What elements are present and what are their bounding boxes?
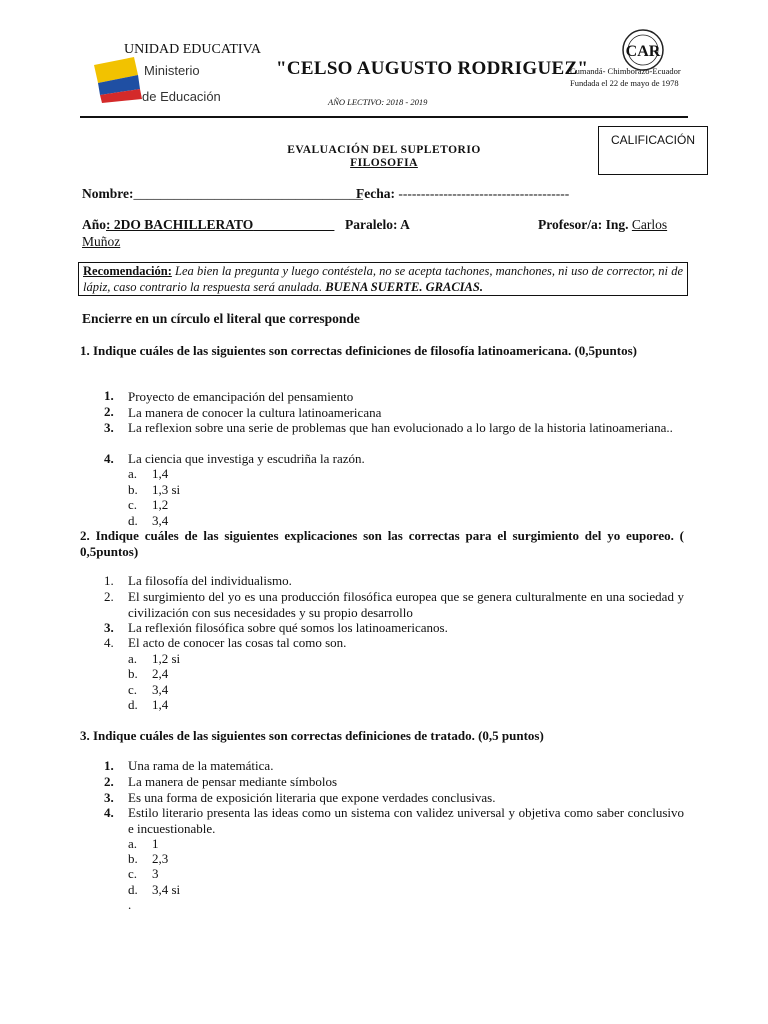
- seal-text: CAR: [625, 43, 661, 60]
- profesor-label: Profesor/a: Ing.: [538, 217, 629, 232]
- header-divider: [80, 116, 688, 118]
- profesor-first: Carlos: [631, 217, 668, 232]
- school-year: AÑO LECTIVO: 2018 - 2019: [328, 97, 428, 107]
- ano-field: [82, 217, 334, 233]
- q2-item-2-num: 2.: [104, 589, 114, 604]
- recommendation-closing: BUENA SUERTE. GRACIAS.: [322, 279, 483, 294]
- logo-text-1: Ministerio: [144, 63, 200, 78]
- unidad-educativa: UNIDAD EDUCATIVA: [124, 42, 262, 57]
- q3-item-2-num: 2.: [104, 774, 114, 789]
- q2-item-1: La filosofía del individualismo.: [128, 573, 292, 588]
- fecha-field: [356, 186, 569, 202]
- q2-opt-d-letter: d.: [128, 697, 138, 712]
- q3-opt-d-letter: d.: [128, 882, 138, 897]
- q3-opt-b: 2,3: [152, 851, 169, 866]
- q3-opt-a: 1: [152, 836, 159, 851]
- nombre-line: __________________________________: [133, 186, 363, 201]
- q1-opt-c: 1,2: [152, 497, 169, 512]
- q1-item-3-num: 3.: [104, 420, 114, 435]
- q2-item-1-num: 1.: [104, 573, 114, 588]
- q1-item-1-num: 1.: [104, 388, 114, 403]
- recommendation-text: Lea bien la pregunta y luego contéstela, no se acepta tachones, manchones, ni uso de corrector, ni de lápiz, caso contrario la respuesta será anulada.: [83, 264, 683, 294]
- address-line-1: Cumandá- Chimborazo-Ecuador: [570, 66, 681, 76]
- instruction: Encierre en un círculo el literal que corresponde: [82, 311, 360, 326]
- q1-item-4: La ciencia que investiga y escudriña la razón.: [128, 451, 365, 466]
- calificacion-box: [598, 126, 708, 175]
- q1-opt-d: 3,4: [152, 513, 169, 528]
- q2-item-3: La reflexión filosófica sobre qué somos los latinoamericanos.: [128, 620, 448, 635]
- q3-item-2: La manera de pensar mediante símbolos: [128, 774, 338, 789]
- q2-opt-b: 2,4: [152, 666, 169, 681]
- fecha-label: Fecha:: [356, 186, 395, 201]
- exam-subject: FILOSOFIA: [350, 157, 418, 169]
- q3-opt-a-letter: a.: [128, 836, 138, 851]
- q3-item-3: Es una forma de exposición literaria que expone verdades conclusivas.: [128, 790, 496, 805]
- q2-opt-b-letter: b.: [128, 666, 138, 681]
- q2-item-3-num: 3.: [104, 620, 114, 635]
- q1-opt-d-letter: d.: [128, 513, 138, 528]
- q3-item-4: Estilo literario presenta las ideas como un sistema con validez universal y objetiva como saber conclusivo e incuestionable.: [128, 805, 684, 836]
- q1-opt-a-letter: a.: [128, 466, 138, 481]
- q3-item-4-num: 4.: [104, 805, 114, 820]
- q1-opt-a: 1,4: [152, 466, 169, 481]
- question-3-title: 3. Indique cuáles de las siguientes son correctas definiciones de tratado. (0,5 puntos): [80, 728, 544, 743]
- q1-item-2: La manera de conocer la cultura latinoamericana: [128, 405, 382, 420]
- q3-opt-c: 3: [152, 866, 159, 881]
- q3-opt-b-letter: b.: [128, 851, 138, 866]
- fecha-line: --------------------------------------: [398, 186, 570, 201]
- q1-opt-c-letter: c.: [128, 497, 138, 512]
- q1-item-4-num: 4.: [104, 451, 114, 466]
- ano-value: : 2DO BACHILLERATO: [106, 217, 254, 232]
- q2-item-4-num: 4.: [104, 635, 114, 650]
- nombre-label: Nombre:: [82, 186, 134, 201]
- q3-item-1-num: 1.: [104, 758, 114, 773]
- ministerio-logo: [94, 55, 254, 105]
- profesor-last: Muñoz: [82, 234, 121, 249]
- q2-opt-a: 1,2 si: [152, 651, 181, 666]
- q2-opt-c-letter: c.: [128, 682, 138, 697]
- recommendation-label: Recomendación:: [83, 264, 172, 278]
- q1-opt-b: 1,3 si: [152, 482, 181, 497]
- q2-opt-c: 3,4: [152, 682, 169, 697]
- q3-item-1: Una rama de la matemática.: [128, 758, 274, 773]
- question-2-title: 2. Indique cuáles de las siguientes explicaciones son las correctas para el surgimiento del yo euporeo. ( 0,5puntos): [80, 528, 684, 559]
- school-name: "CELSO AUGUSTO RODRIGUEZ": [276, 58, 589, 79]
- q3-opt-d: 3,4 si: [152, 882, 181, 897]
- q2-item-4: El acto de conocer las cosas tal como son.: [128, 635, 347, 650]
- q1-opt-b-letter: b.: [128, 482, 138, 497]
- calificacion-label: CALIFICACIÓN: [610, 133, 695, 147]
- q2-opt-a-letter: a.: [128, 651, 138, 666]
- nombre-field: [82, 186, 363, 202]
- recommendation-box: [78, 262, 688, 296]
- ano-label: Año: [82, 217, 107, 232]
- profesor-field: [538, 217, 667, 233]
- trailing-period: .: [128, 897, 132, 912]
- q1-item-1: Proyecto de emancipación del pensamiento: [128, 389, 354, 404]
- q3-item-3-num: 3.: [104, 790, 114, 805]
- q1-item-2-num: 2.: [104, 404, 114, 419]
- paralelo: Paralelo: A: [345, 217, 410, 232]
- q1-item-3: La reflexion sobre una serie de problemas que han evolucionado a lo largo de la historia latinoameriana..: [128, 420, 673, 435]
- logo-text-2: de Educación: [142, 89, 221, 104]
- q2-item-2: El surgimiento del yo es una producción filosófica europea que se genera culturalmente en una sociedad y civilización con sus necesidades y su propio desarrollo: [128, 589, 684, 620]
- q3-opt-c-letter: c.: [128, 866, 138, 881]
- exam-title: EVALUACIÓN DEL SUPLETORIO: [287, 144, 481, 156]
- q2-opt-d: 1,4: [152, 697, 169, 712]
- question-1-title: 1. Indique cuáles de las siguientes son correctas definiciones de filosofía latinoamericana. (0,5puntos): [80, 343, 637, 358]
- address-line-2: Fundada el 22 de mayo de 1978: [570, 78, 679, 88]
- ano-line: ____________: [253, 217, 335, 232]
